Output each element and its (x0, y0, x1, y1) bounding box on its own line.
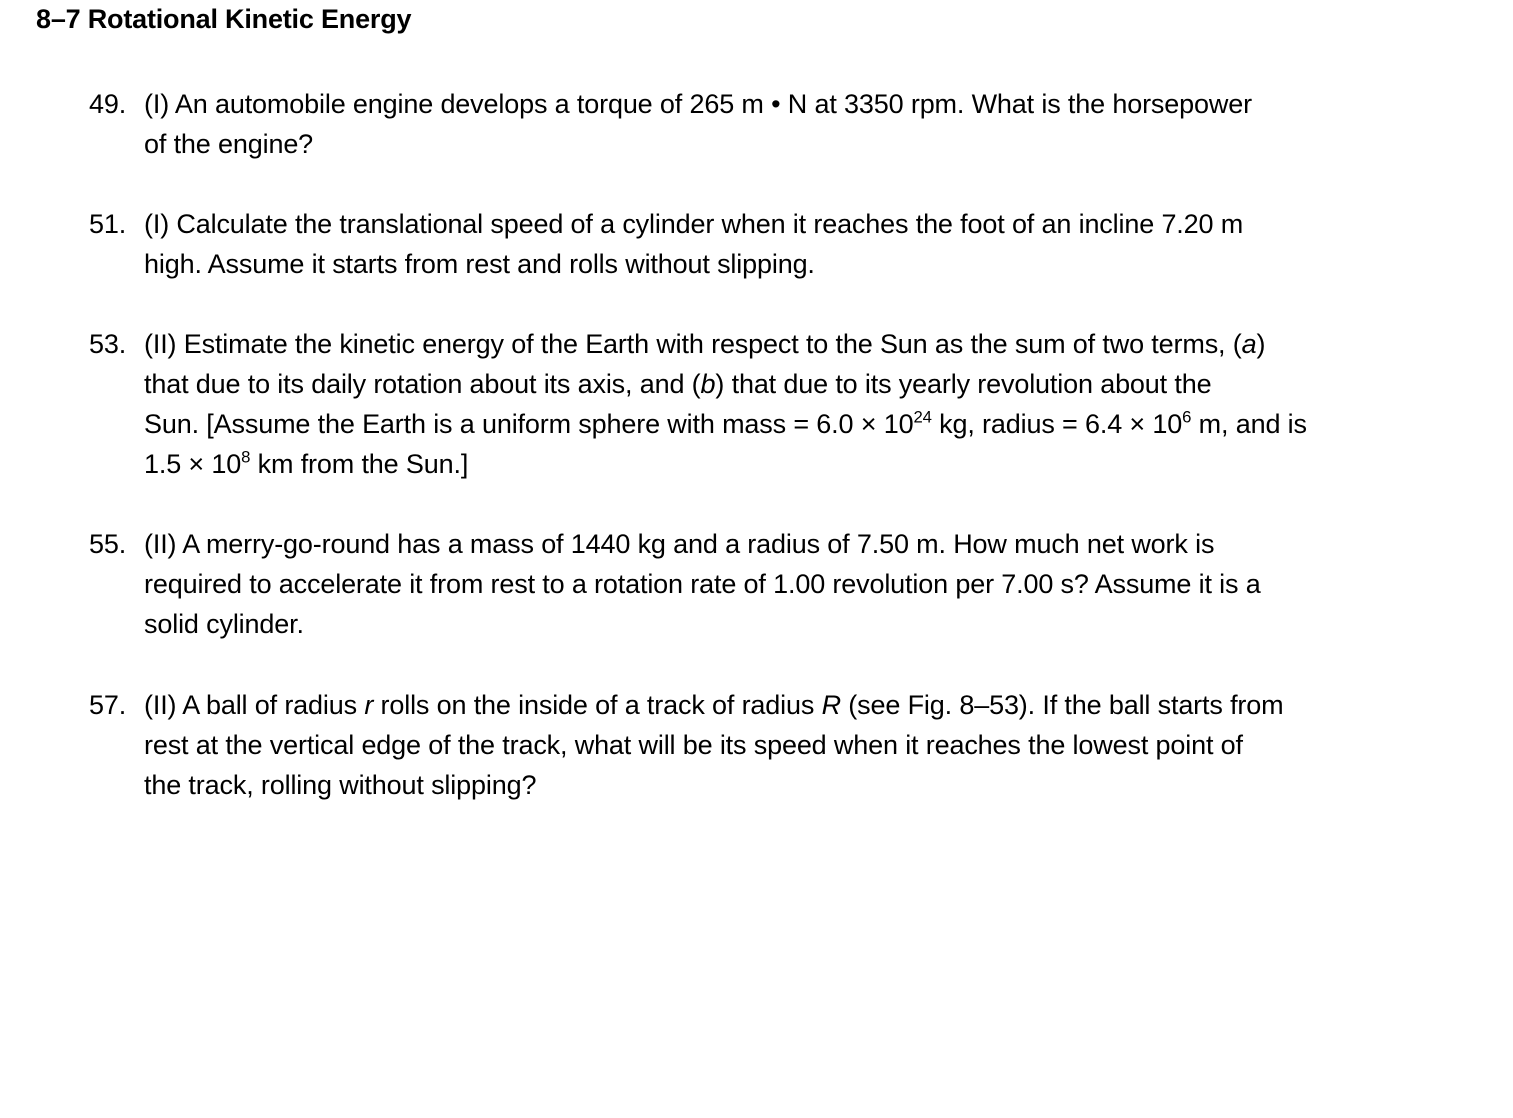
problem-53 (89, 324, 1459, 484)
problem-line: high. Assume it starts from rest and rolls without slipping. (144, 249, 815, 279)
problem-55 (89, 524, 1459, 644)
problem-number: 49. (89, 89, 127, 119)
problem-line: Sun. [Assume the Earth is a uniform sphere with mass = $6.0 \times 10^{24}$ kg, radius = $6.4 \times 10^6$ m, and is (144, 407, 1307, 439)
problem-text (144, 84, 1459, 164)
problem-text (144, 685, 1459, 805)
problem-line: (II) A merry-go-round has a mass of 1440 kg and a radius of 7.50 m. How much net work is (144, 529, 1215, 559)
problem-text (144, 524, 1459, 644)
problem-line: solid cylinder. (144, 609, 304, 639)
problem-line: required to accelerate it from rest to a rotation rate of 1.00 revolution per 7.00 s? Assume it is a (144, 569, 1261, 599)
problem-line: that due to its daily rotation about its axis, and (b) that due to its yearly revolution about the (144, 369, 1212, 399)
problem-line: of the engine? (144, 129, 314, 159)
problem-number: 57. (89, 690, 127, 720)
problem-text (144, 324, 1459, 484)
section-title: 8–7 Rotational Kinetic Energy (36, 4, 412, 34)
problem-line: $1.5 \times 10^8$ km from the Sun.] (144, 447, 469, 479)
problem-line: (I) Calculate the translational speed of a cylinder when it reaches the foot of an incline 7.20 m (144, 209, 1244, 239)
problem-number: 55. (89, 529, 127, 559)
problem-line: (I) An automobile engine develops a torque of 265 m • N at 3350 rpm. What is the horsepower (144, 89, 1252, 119)
problem-line: (II) Estimate the kinetic energy of the Earth with respect to the Sun as the sum of two terms, (a) (144, 329, 1266, 359)
problem-line: (II) A ball of radius r rolls on the inside of a track of radius R (see Fig. 8–53). If the ball starts from (144, 690, 1284, 720)
problem-49 (89, 84, 1459, 164)
problem-line: rest at the vertical edge of the track, what will be its speed when it reaches the lowest point of (144, 730, 1243, 760)
problem-number: 53. (89, 329, 127, 359)
problem-57 (89, 685, 1459, 805)
problem-text (144, 204, 1459, 284)
problem-line: the track, rolling without slipping? (144, 770, 537, 800)
problem-51 (89, 204, 1459, 284)
problem-number: 51. (89, 209, 127, 239)
